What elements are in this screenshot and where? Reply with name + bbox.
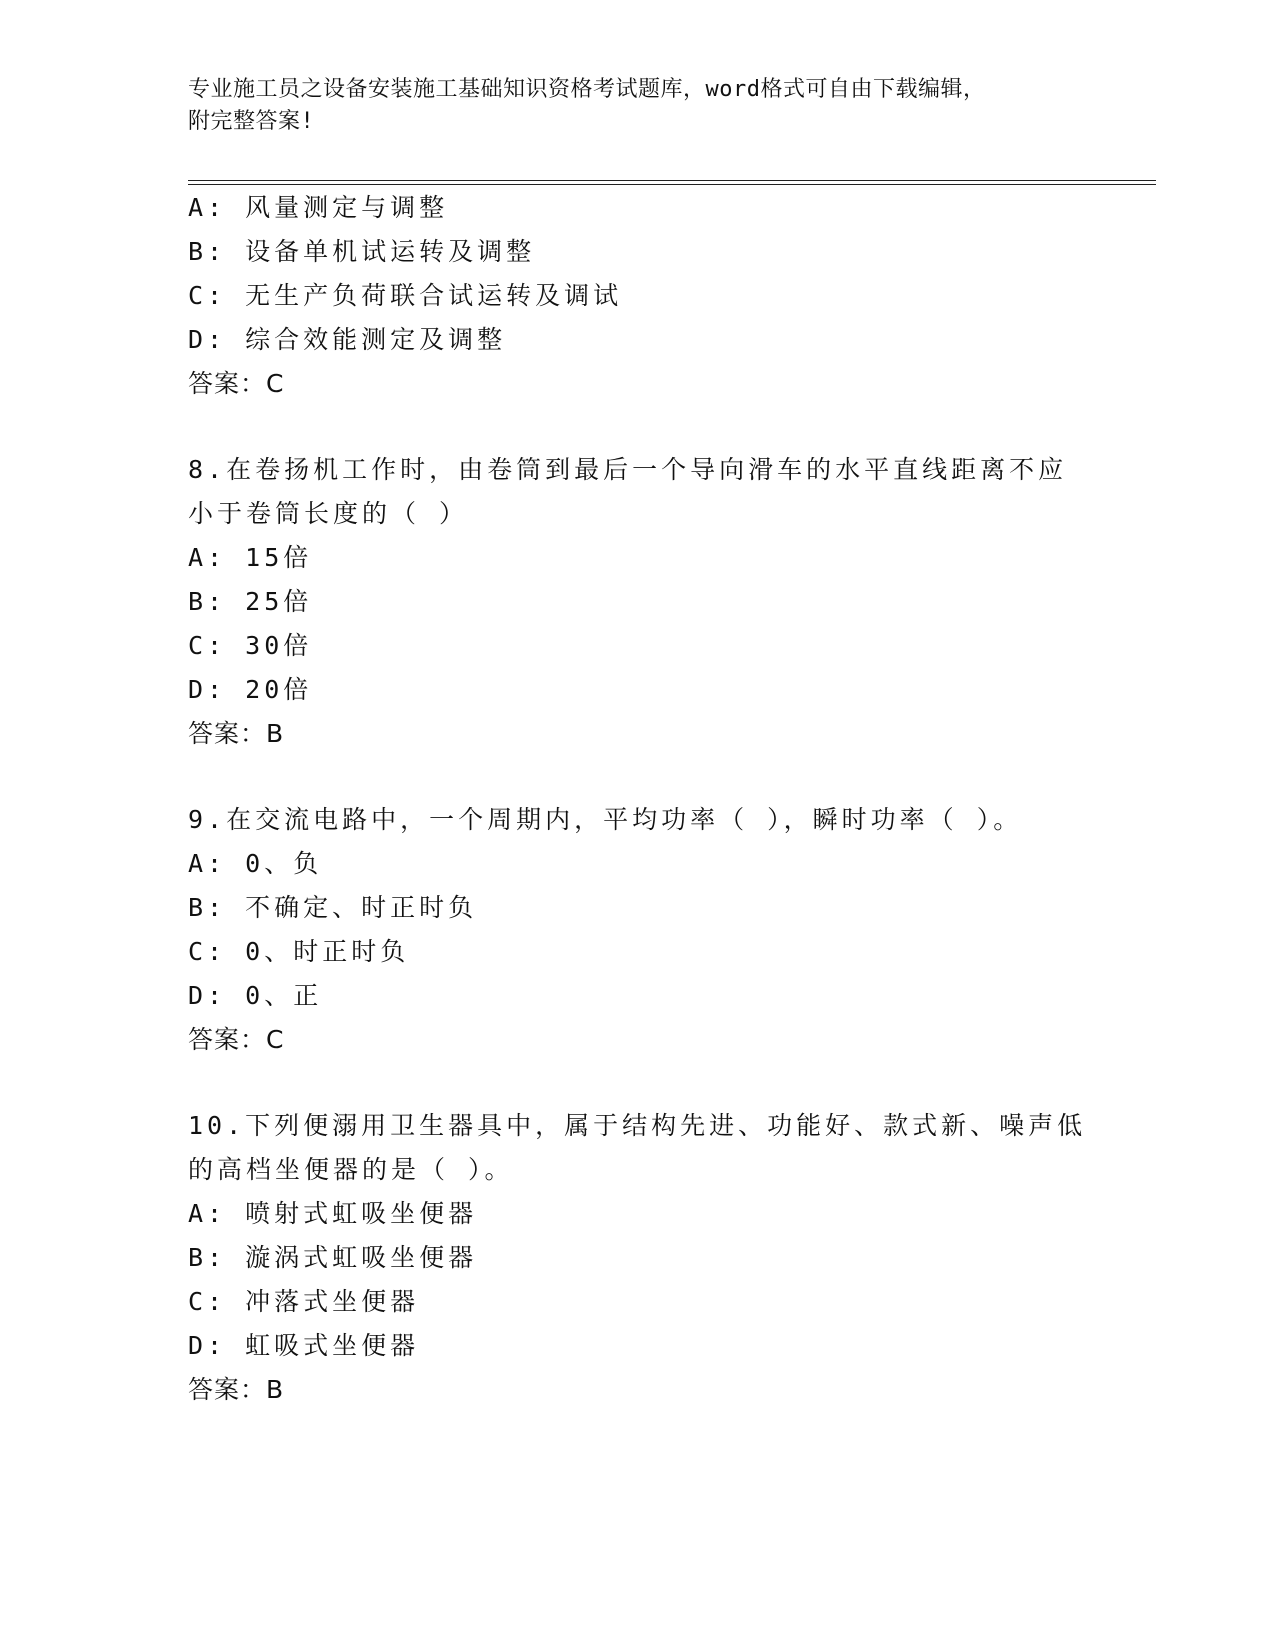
document-header [188,74,1088,138]
q10-option-a: A: 喷射式虹吸坐便器 [188,1199,478,1228]
q8-answer: 答案：B [188,719,285,748]
q9-option-d: D: 0、正 [188,981,323,1010]
q9-answer: 答案：C [188,1025,285,1054]
q10-stem-line-2: 的高档坐便器的是（ ）。 [188,1155,514,1184]
q9-stem-line-1: 9.在交流电路中，一个周期内，平均功率（ ），瞬时功率（ ）。 [188,805,1023,834]
q9-option-a: A: 0、负 [188,849,323,878]
q7-option-c: C: 无生产负荷联合试运转及调试 [188,281,623,310]
header-line-1: 专业施工员之设备安装施工基础知识资格考试题库，word格式可自由下载编辑， [188,77,986,102]
q10-option-b: B: 漩涡式虹吸坐便器 [188,1243,478,1272]
q8-stem-line-1: 8.在卷扬机工作时，由卷筒到最后一个导向滑车的水平直线距离不应 [188,455,1068,484]
header-divider-bottom [188,184,1156,185]
q8-option-b: B: 25倍 [188,587,313,616]
q10-option-d: D: 虹吸式坐便器 [188,1331,420,1360]
q9-option-c: C: 0、时正时负 [188,937,410,966]
q8-option-d: D: 20倍 [188,675,313,704]
q9-option-b: B: 不确定、时正时负 [188,893,478,922]
q7-option-a: A: 风量测定与调整 [188,193,449,222]
header-divider-top [188,180,1156,181]
q8-stem-line-2: 小于卷筒长度的（ ） [188,499,469,528]
q10-answer: 答案：B [188,1375,285,1404]
q10-stem-line-1: 10.下列便溺用卫生器具中，属于结构先进、功能好、款式新、噪声低 [188,1111,1087,1140]
q7-answer: 答案：C [188,369,285,398]
q8-option-a: A: 15倍 [188,543,313,572]
header-line-2: 附完整答案! [188,109,315,134]
q8-option-c: C: 30倍 [188,631,313,660]
q7-option-d: D: 综合效能测定及调整 [188,325,507,354]
q7-option-b: B: 设备单机试运转及调整 [188,237,536,266]
q10-option-c: C: 冲落式坐便器 [188,1287,420,1316]
